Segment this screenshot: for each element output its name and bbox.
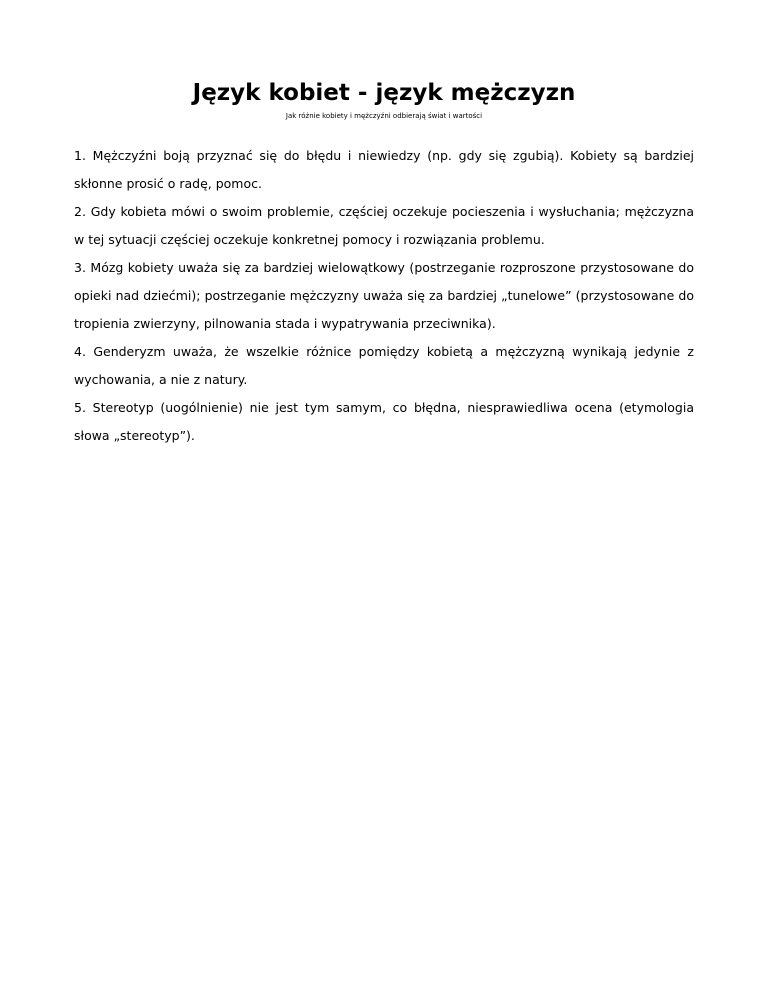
paragraph-3: 3. Mózg kobiety uważa się za bardziej wielowątkowy (postrzeganie rozproszone przystosowane do opieki nad dziećmi); postrzeganie mężczyzny uważa się za bardziej „tunelowe” (przystosowane do tropienia zwierzyny, pilnowania stada i wypatrywania przeciwnika). [74,260,694,331]
document-body [74,142,694,450]
paragraph-4: 4. Genderyzm uważa, że wszelkie różnice pomiędzy kobietą a mężczyzną wynikają jedynie z wychowania, a nie z natury. [74,344,694,387]
paragraph-2: 2. Gdy kobieta mówi o swoim problemie, częściej oczekuje pocieszenia i wysłuchania; mężczyzna w tej sytuacji częściej oczekuje konkretnej pomocy i rozwiązania problemu. [74,204,694,247]
document-title: Język kobiet - język mężczyzn [192,80,576,106]
paragraph-5: 5. Stereotyp (uogólnienie) nie jest tym samym, co błędna, niesprawiedliwa ocena (etymologia słowa „stereotyp”). [74,400,694,443]
paragraph-1: 1. Mężczyźni boją przyznać się do błędu i niewiedzy (np. gdy się zgubią). Kobiety są bardziej skłonne prosić o radę, pomoc. [74,148,694,191]
document-subtitle: Jak różnie kobiety i mężczyźni odbierają świat i wartości [285,112,483,120]
